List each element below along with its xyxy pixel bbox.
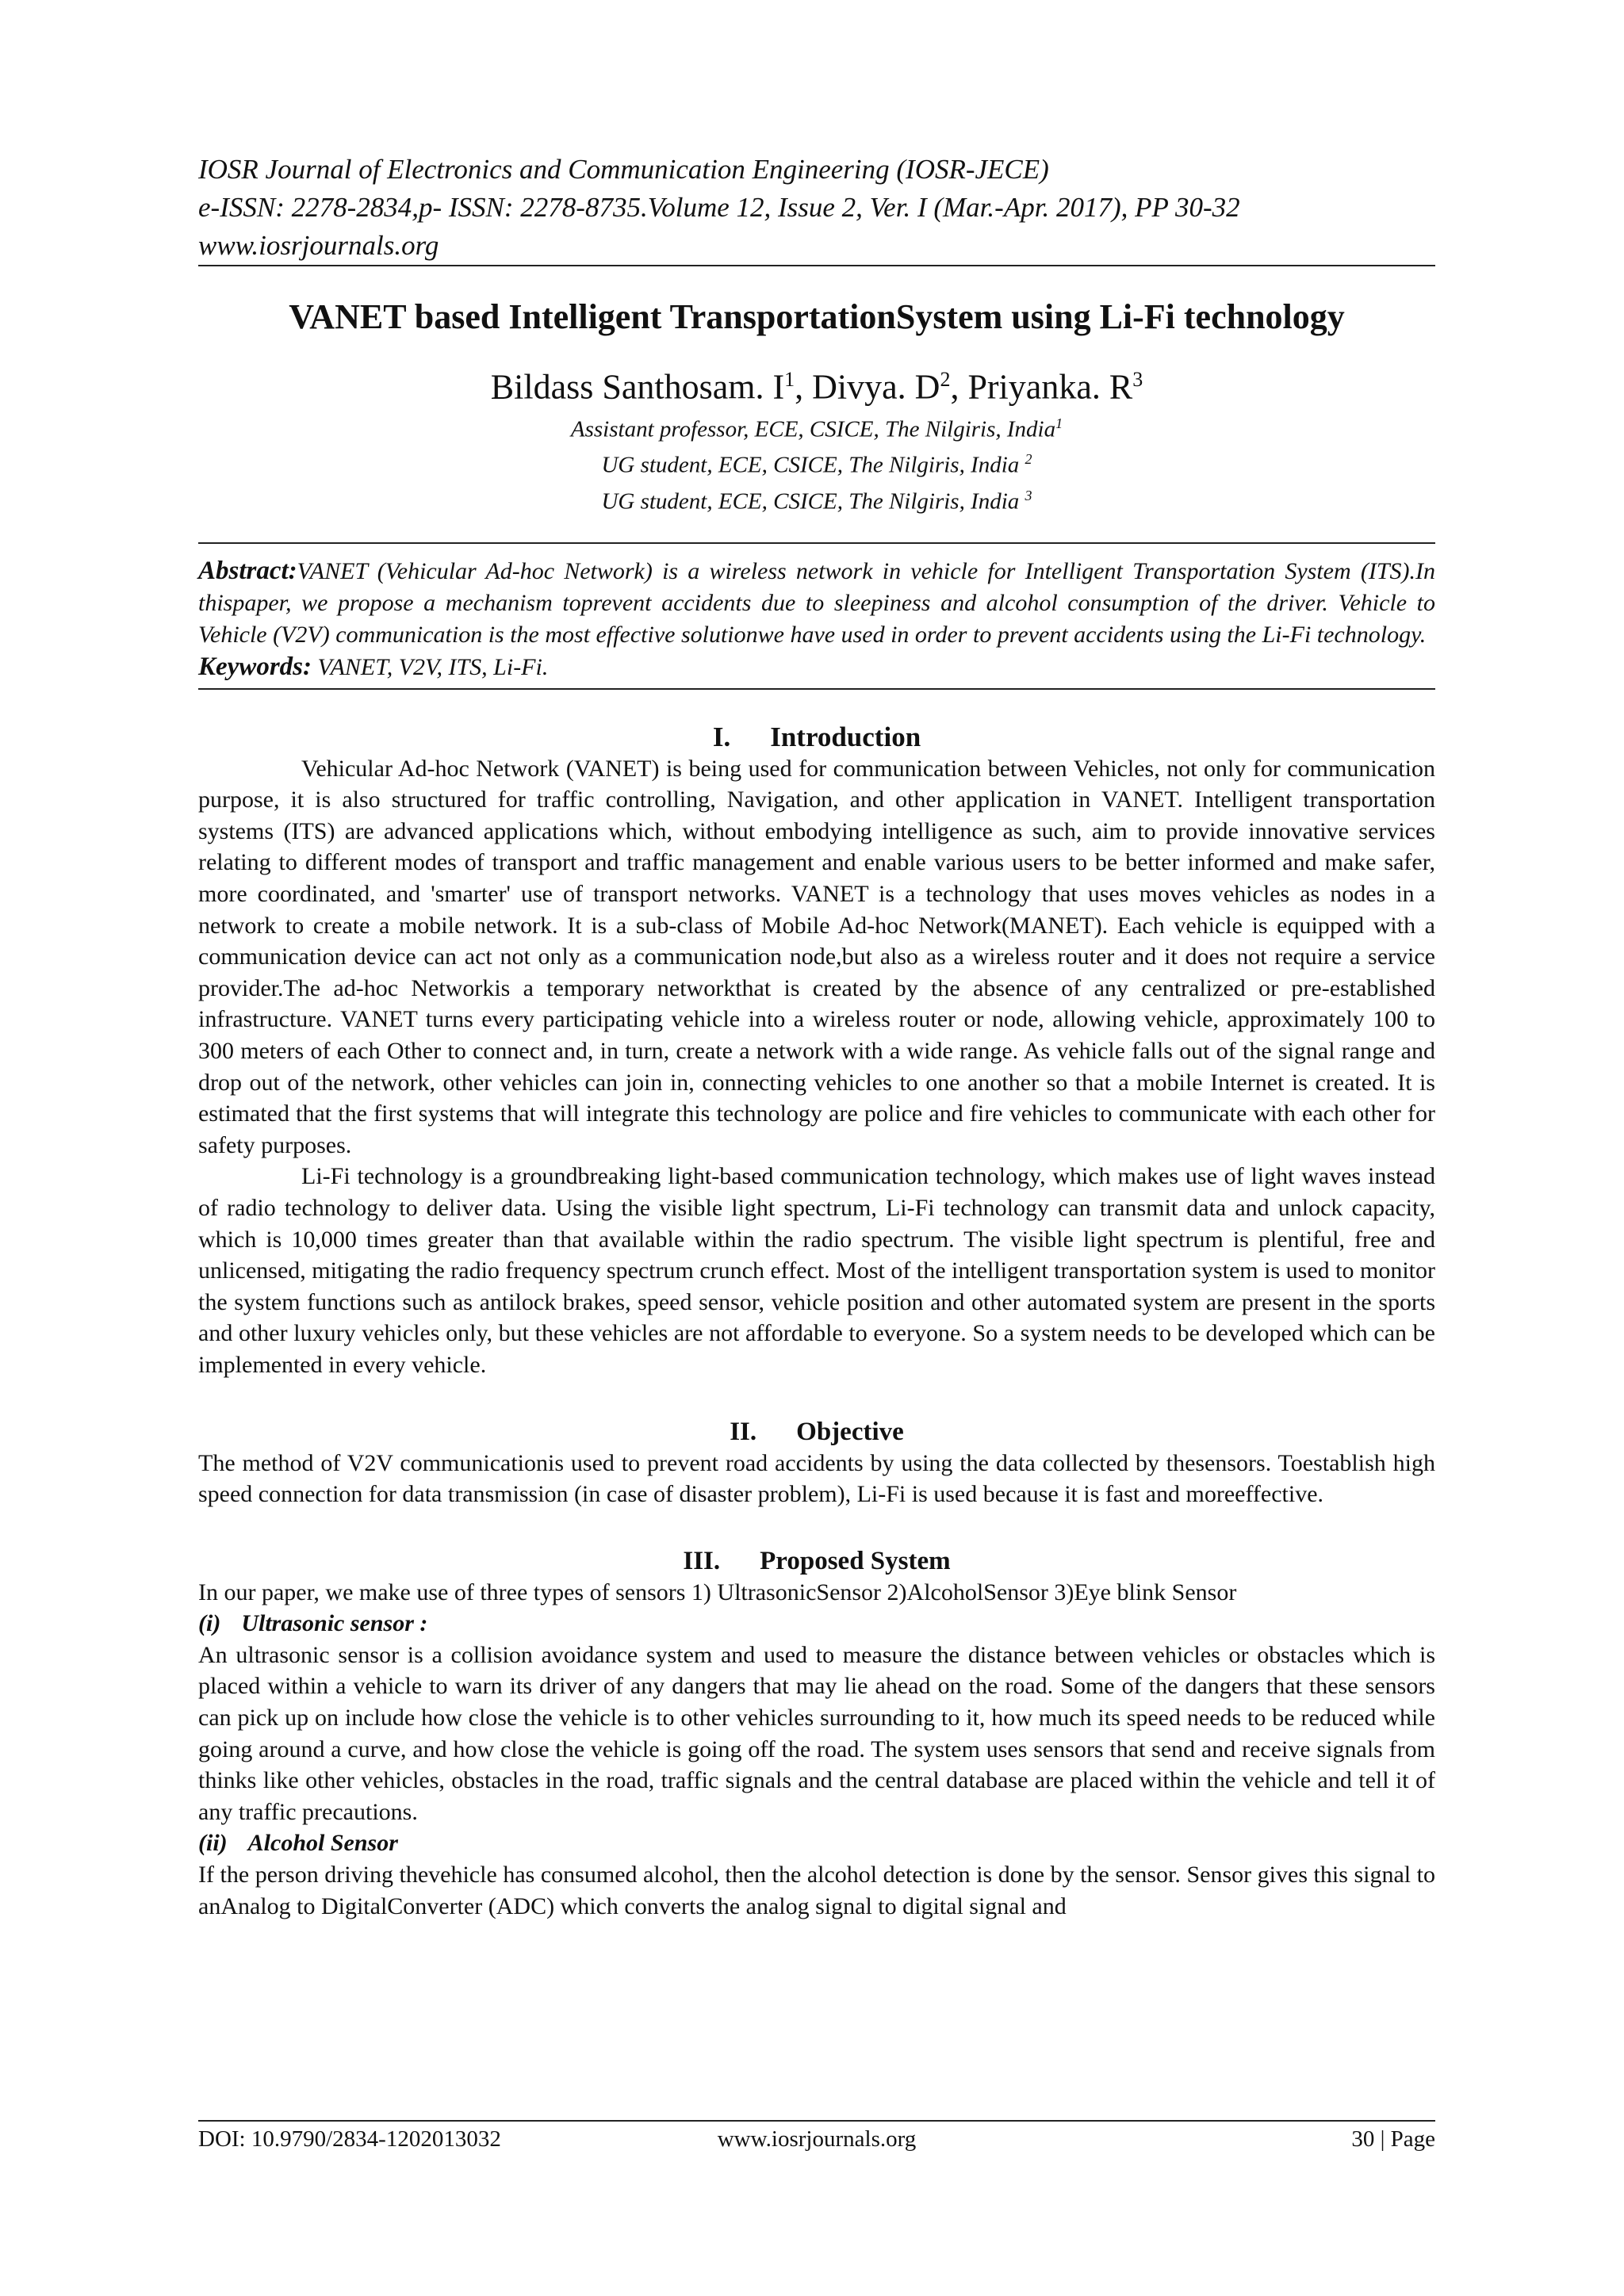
subsection-number: (ii): [198, 1830, 228, 1857]
author-sup: 2: [940, 368, 951, 391]
journal-name: IOSR Journal of Electronics and Communication Engineering (IOSR-JECE): [198, 154, 1049, 185]
ultrasonic-paragraph: An ultrasonic sensor is a collision avoidance system and used to measure the distance between vehicles or obstacles which is placed within a vehicle to warn its driver of any dangers that may lie ahead on the road. Some of the dangers that these sensors can pick up on include how close the vehicle is to other vehicles surrounding to it, how much its speed needs to be reduced while going around a curve, and how close the vehicle is going off the road. The system uses sensors that send and receive signals from thinks like other vehicles, obstacles in the road, traffic signals and the central database are placed within the vehicle and tell it of any traffic precautions.: [198, 1641, 1435, 1825]
footer-website[interactable]: www.iosrjournals.org: [717, 2126, 917, 2152]
alcohol-paragraph: If the person driving thevehicle has consumed alcohol, then the alcohol detection is done by the sensor. Sensor gives this signal to anAnalog to DigitalConverter (ADC) which converts the analog signal to digital signal and: [198, 1862, 1435, 1919]
section-title: Objective: [796, 1417, 904, 1446]
paper-title: VANET based Intelligent TransportationSystem using Li-Fi technology: [289, 297, 1345, 336]
author-name: Divya. D: [812, 367, 940, 407]
affiliation-sup: 2: [1025, 451, 1032, 468]
section-number: I.: [712, 721, 731, 752]
subsection-number: (i): [198, 1610, 221, 1637]
subsection-title: Alcohol Sensor: [247, 1830, 398, 1857]
abstract-text: VANET (Vehicular Ad-hoc Network) is a wireless network in vehicle for Intelligent Transportation System (ITS).In thispaper, we propose a mechanism toprevent accidents due to sleepiness and alcohol consumption of the driver. Vehicle to Vehicle (V2V) communication is the most effective solutionwe have used in order to prevent accidents using the Li-Fi technology.: [198, 557, 1435, 648]
intro-paragraph: Vehicular Ad-hoc Network (VANET) is being used for communication between Vehicles, not only for communication purpose, it is also structured for traffic controlling, Navigation, and other application in VANET. Intelligent transportation systems (ITS) are advanced applications which, without embodying intelligence as such, aim to provide innovative services relating to different modes of transport and traffic management and enable various users to be better informed and make safer, more coordinated, and 'smarter' use of transport networks. VANET is a technology that uses moves vehicles as nodes in a network to create a mobile network. It is a sub-class of Mobile Ad-hoc Network(MANET). Each vehicle is equipped with a communication device can act not only as a communication node,but also as a wireless router and it does not require a service provider.The ad-hoc Networkis a temporary networkthat is created by the absence of any centralized or pre-established infrastructure. VANET turns every participating vehicle into a wireless router or node, allowing vehicle, approximately 100 to 300 meters of each Other to connect and, in turn, create a network with a wide range. As vehicle falls out of the signal range and drop out of the network, other vehicles can join in, connecting vehicles to one another so that a mobile Internet is created. It is estimated that the first systems that will integrate this technology are police and fire vehicles to communicate with each other for safety purposes.: [198, 755, 1435, 1158]
affiliation-text: UG student, ECE, CSICE, The Nilgiris, India: [601, 488, 1025, 515]
affiliation: [198, 444, 1435, 480]
author-separator: ,: [950, 367, 968, 407]
section-heading-proposed-system: [198, 1545, 1435, 1577]
section-number: III.: [683, 1546, 721, 1575]
affiliation: [198, 480, 1435, 517]
affiliation-list: [198, 408, 1435, 517]
section-number: II.: [730, 1417, 757, 1446]
affiliation-text: UG student, ECE, CSICE, The Nilgiris, India: [601, 452, 1025, 478]
section-heading-introduction: [198, 721, 1435, 753]
journal-issn: e-ISSN: 2278-2834,p- ISSN: 2278-8735.Volume 12, Issue 2, Ver. I (Mar.-Apr. 2017), PP 30-32: [198, 192, 1240, 223]
keywords-text: VANET, V2V, ITS, Li-Fi.: [312, 653, 549, 680]
author-name: Priyanka. R: [967, 367, 1133, 407]
author-list: [198, 359, 1435, 408]
author-sup: 3: [1132, 368, 1143, 391]
intro-paragraph: Li-Fi technology is a groundbreaking light-based communication technology, which makes use of light waves instead of radio technology to deliver data. Using the visible light spectrum, Li-Fi technology can transmit data and unlock capacity, which is 10,000 times greater than that available within the radio spectrum. The visible light spectrum is plentiful, free and unlicensed, mitigating the radio frequency spectrum crunch effect. Most of the intelligent transportation system is used to monitor the system functions such as antilock brakes, speed sensor, vehicle position and other automated system are present in the sports and other luxury vehicles only, but these vehicles are not affordable to everyone. So a system needs to be developed which can be implemented in every vehicle.: [198, 1163, 1435, 1378]
abstract-block: [198, 542, 1435, 690]
journal-header: [198, 151, 1435, 265]
section-heading-objective: [198, 1416, 1435, 1448]
paper-page: [198, 151, 1435, 2244]
abstract-label: Abstract:: [198, 556, 297, 585]
subsection-heading-ultrasonic: [198, 1608, 1435, 1640]
author-sup: 1: [784, 368, 795, 391]
journal-website[interactable]: www.iosrjournals.org: [198, 230, 439, 261]
section-title: Proposed System: [760, 1546, 951, 1575]
page-footer: [198, 2120, 1435, 2152]
keywords: [198, 651, 1435, 683]
affiliation: [198, 408, 1435, 445]
subsection-heading-alcohol: [198, 1827, 1435, 1859]
affiliation-sup: 3: [1025, 487, 1032, 503]
author-separator: ,: [795, 367, 813, 407]
footer-page-number: 30 | Page: [1351, 2126, 1435, 2152]
objective-paragraph: The method of V2V communicationis used to prevent road accidents by using the data collected by thesensors. Toestablish high speed connection for data transmission (in case of disaster problem), Li-Fi is used because it is fast and moreeffective.: [198, 1449, 1435, 1508]
subsection-title: Ultrasonic sensor :: [241, 1610, 428, 1637]
proposed-paragraph: In our paper, we make use of three types of sensors 1) UltrasonicSensor 2)AlcoholSensor 3)Eye blink Sensor: [198, 1578, 1237, 1605]
footer-doi: DOI: 10.9790/2834-1202013032: [198, 2126, 501, 2152]
author-name: Bildass Santhosam. I: [490, 367, 785, 407]
affiliation-sup: 1: [1055, 415, 1063, 431]
section-title: Introduction: [770, 721, 921, 752]
keywords-label: Keywords:: [198, 652, 312, 681]
affiliation-text: Assistant professor, ECE, CSICE, The Nilgiris, India: [570, 416, 1056, 442]
abstract: [198, 555, 1435, 651]
header-rule: [198, 265, 1435, 266]
